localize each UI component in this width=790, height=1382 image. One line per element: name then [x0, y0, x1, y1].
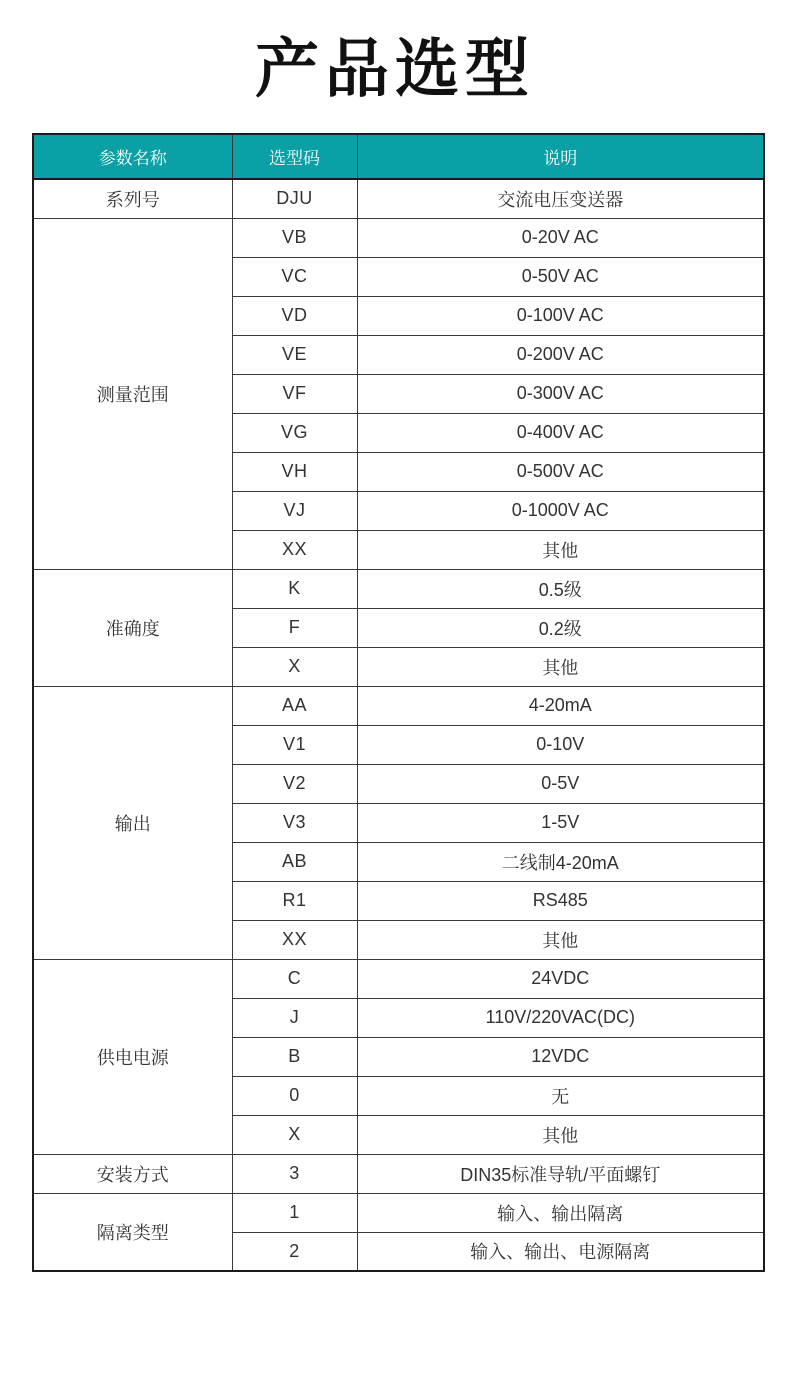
selection-code-cell: XX [232, 920, 357, 959]
selection-code-cell: C [232, 959, 357, 998]
table-row [33, 179, 764, 218]
table-row [33, 1154, 764, 1193]
page-title: 产品选型 [255, 33, 535, 105]
selection-code-cell: XX [232, 530, 357, 569]
selection-code-cell: 1 [232, 1193, 357, 1232]
description-cell: 24VDC [357, 959, 764, 998]
description-cell: 0-5V [357, 764, 764, 803]
description-cell: 0-500V AC [357, 452, 764, 491]
description-cell: 交流电压变送器 [357, 179, 764, 218]
selection-code-cell: K [232, 569, 357, 608]
param-name-cell: 准确度 [33, 569, 232, 686]
selection-code-cell: 3 [232, 1154, 357, 1193]
description-cell: 0-1000V AC [357, 491, 764, 530]
selection-code-cell: 0 [232, 1076, 357, 1115]
description-cell: 12VDC [357, 1037, 764, 1076]
selection-code-cell: J [232, 998, 357, 1037]
selection-code-cell: VJ [232, 491, 357, 530]
description-cell: 0.5级 [357, 569, 764, 608]
selection-code-cell: VC [232, 257, 357, 296]
description-cell: RS485 [357, 881, 764, 920]
description-cell: 二线制4-20mA [357, 842, 764, 881]
param-name-cell: 输出 [33, 686, 232, 959]
selection-code-cell: V2 [232, 764, 357, 803]
selection-code-cell: X [232, 647, 357, 686]
selection-table-body [33, 179, 764, 1271]
description-cell: 0-400V AC [357, 413, 764, 452]
selection-code-cell: R1 [232, 881, 357, 920]
selection-code-cell: F [232, 608, 357, 647]
description-cell: 其他 [357, 647, 764, 686]
description-cell: 无 [357, 1076, 764, 1115]
selection-code-cell: AA [232, 686, 357, 725]
param-name-cell: 安装方式 [33, 1154, 232, 1193]
description-cell: 输入、输出、电源隔离 [357, 1232, 764, 1271]
selection-code-cell: VH [232, 452, 357, 491]
selection-code-cell: VE [232, 335, 357, 374]
table-header-row [33, 134, 764, 179]
description-cell: 输入、输出隔离 [357, 1193, 764, 1232]
header-selection-code: 选型码 [232, 134, 357, 179]
description-cell: 其他 [357, 1115, 764, 1154]
param-name-cell: 测量范围 [33, 218, 232, 569]
table-row [33, 959, 764, 998]
table-row [33, 569, 764, 608]
description-cell: 其他 [357, 530, 764, 569]
selection-code-cell: B [232, 1037, 357, 1076]
description-cell: 0-20V AC [357, 218, 764, 257]
param-name-cell: 供电电源 [33, 959, 232, 1154]
product-selection-table [32, 133, 765, 1272]
param-name-cell: 隔离类型 [33, 1193, 232, 1271]
selection-code-cell: VD [232, 296, 357, 335]
selection-code-cell: V3 [232, 803, 357, 842]
selection-code-cell: DJU [232, 179, 357, 218]
description-cell: 0-200V AC [357, 335, 764, 374]
description-cell: 0-300V AC [357, 374, 764, 413]
header-description: 说明 [357, 134, 764, 179]
selection-code-cell: V1 [232, 725, 357, 764]
table-row [33, 1193, 764, 1232]
param-name-cell: 系列号 [33, 179, 232, 218]
description-cell: 0-100V AC [357, 296, 764, 335]
description-cell: 其他 [357, 920, 764, 959]
selection-code-cell: AB [232, 842, 357, 881]
selection-code-cell: X [232, 1115, 357, 1154]
description-cell: 0-50V AC [357, 257, 764, 296]
table-row [33, 686, 764, 725]
description-cell: 0-10V [357, 725, 764, 764]
selection-code-cell: VF [232, 374, 357, 413]
selection-code-cell: VB [232, 218, 357, 257]
description-cell: 0.2级 [357, 608, 764, 647]
description-cell: DIN35标准导轨/平面螺钉 [357, 1154, 764, 1193]
table-row [33, 218, 764, 257]
description-cell: 1-5V [357, 803, 764, 842]
selection-code-cell: 2 [232, 1232, 357, 1271]
description-cell: 110V/220VAC(DC) [357, 998, 764, 1037]
description-cell: 4-20mA [357, 686, 764, 725]
header-param-name: 参数名称 [33, 134, 232, 179]
selection-code-cell: VG [232, 413, 357, 452]
